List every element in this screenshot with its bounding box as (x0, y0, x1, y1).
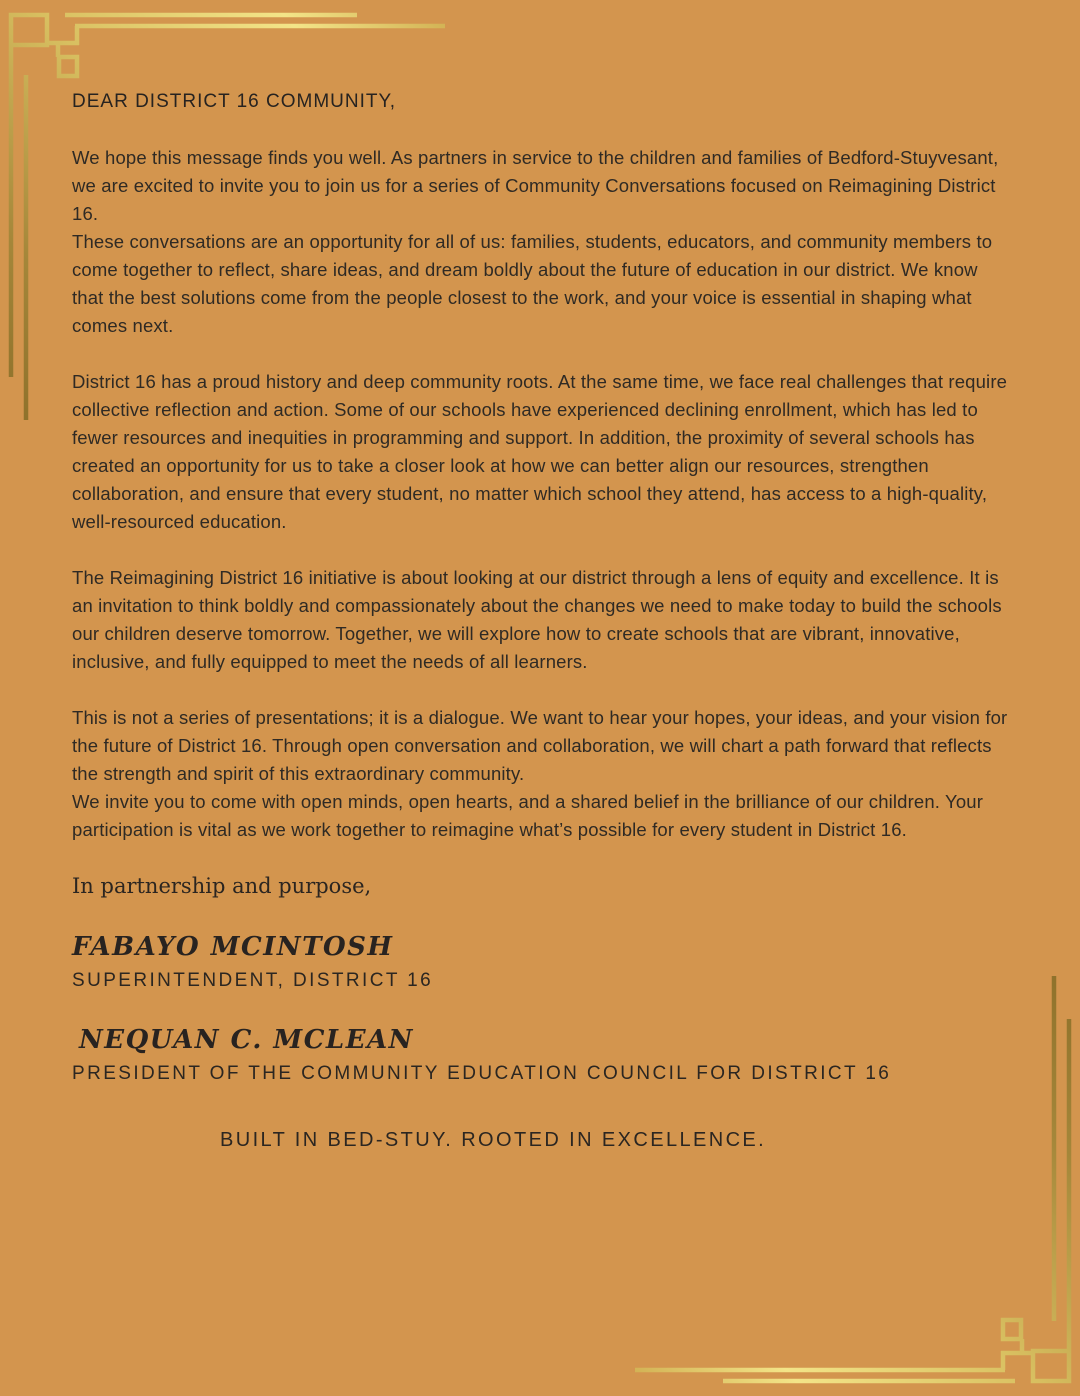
paragraph-text: District 16 has a proud history and deep community roots. At the same time, we face real challenges that require collective reflection and action. Some of our schools have experienced declining enrollment, which has led to fewer resources and inequities in programming and support. In addition, the proximity of several schools has created an opportunity for us to take a closer look at how we can better align our resources, strengthen collaboration, and ensure that every student, no matter which school they attend, has access to a high-quality, well-resourced education. (72, 371, 1008, 532)
body-paragraph (72, 368, 1012, 536)
frame-large-square (1033, 1351, 1069, 1381)
paragraph-text: We hope this message finds you well. As partners in service to the children and families of Bedford-Stuyvesant, we are excited to invite you to join us for a series of Community Conversations focused on Reimagining District 16. (72, 147, 999, 224)
signature-block-superintendent (72, 930, 1012, 995)
letter-body (72, 144, 1012, 844)
frame-small-square (59, 57, 77, 76)
signature-block-cec-president (72, 1023, 1012, 1088)
paragraph-text: These conversations are an opportunity for all of us: families, students, educators, and community members to come together to reflect, share ideas, and dream boldly about the future of education in our district. We know that the best solutions come from the people closest to the work, and your voice is essential in shaping what comes next. (72, 231, 993, 336)
signature-title-superintendent: SUPERINTENDENT, DISTRICT 16 (72, 970, 434, 991)
salutation: DEAR DISTRICT 16 COMMUNITY, (72, 91, 397, 112)
signature-title-cec-president: PRESIDENT OF THE COMMUNITY EDUCATION COUNCIL FOR DISTRICT 16 (72, 1063, 892, 1084)
letter-content (72, 88, 1012, 1154)
paragraph-text: The Reimagining District 16 initiative is about looking at our district through a lens of equity and excellence. It is an invitation to think boldly and compassionately about the changes we need to make today to build the schools our children deserve tomorrow. Together, we will explore how to create schools that are vibrant, innovative, inclusive, and fully equipped to meet the needs of all learners. (72, 567, 1002, 672)
frame-large-square (11, 15, 47, 45)
body-paragraph (72, 564, 1012, 676)
paragraph-text: This is not a series of presentations; it is a dialogue. We want to hear your hopes, your ideas, and your vision for the future of District 16. Through open conversation and collaboration, we will chart a path forward that reflects the strength and spirit of this extraordinary community. (72, 707, 1008, 784)
signature-name-cec-president: NEQUAN C. MCLEAN (79, 1025, 414, 1055)
tagline: BUILT IN BED-STUY. ROOTED IN EXCELLENCE. (220, 1129, 767, 1151)
frame-small-square (1003, 1320, 1021, 1339)
body-paragraph (72, 144, 1012, 340)
signature-name-superintendent: FABAYO MCINTOSH (72, 932, 394, 962)
body-paragraph (72, 704, 1012, 844)
paragraph-text: We invite you to come with open minds, open hearts, and a shared belief in the brilliance of our children. Your participation is vital as we work together to reimagine what’s possible for every student in District 16. (72, 791, 984, 840)
closing-line: In partnership and purpose, (72, 874, 372, 898)
